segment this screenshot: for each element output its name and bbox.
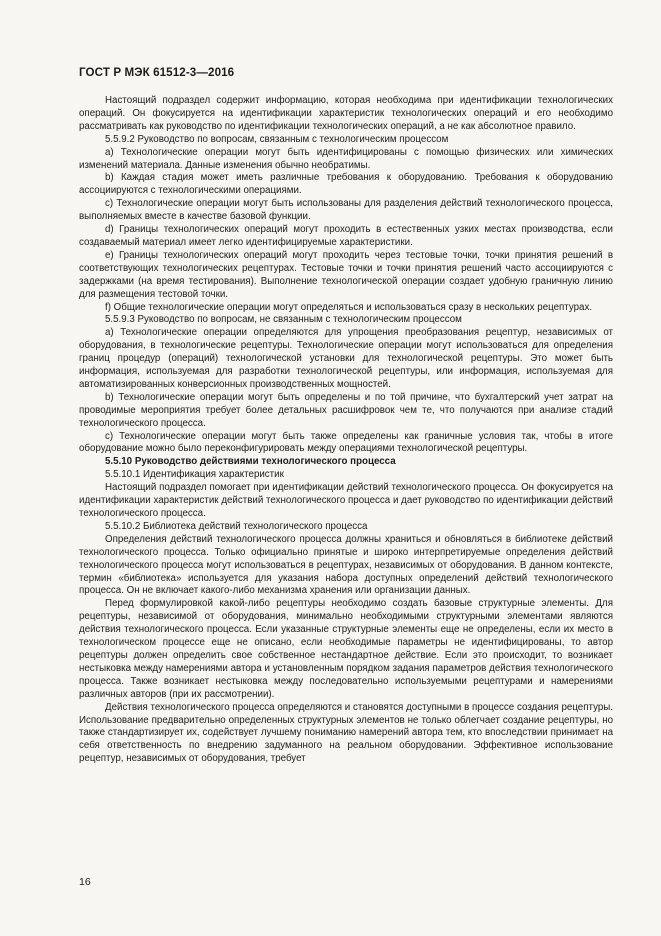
list-item: c) Технологические операции могут быть также определены как граничные условия так, чтобы в итоге оборудование можно было переконфигурировать между операциями технологической рецептуры. [79,430,613,455]
paragraph: Определения действий технологического процесса должны храниться и обновляться в библиотеке действий технологического процесса. Только официально принятые и широко интерпретируемые определения действий технологического процесса могут использоваться в рецептурах, независимых от оборудования. В данном контексте, термин «библиотека» используется для указания набора доступных определений действий технологического процесса. Он не включает какого-либо механизма хранения или организации данных. [79,533,613,597]
paragraph: Перед формулировкой какой-либо рецептуры необходимо создать базовые структурные элементы. Для рецептуры, независимой от оборудования, минимально необходимыми структурными элементами являются действия технологического процесса. Если указанные структурные элементы еще не определены, если их место в технологическом процессе еще не описано, если необходимые параметры не идентифицированы, то автор рецептуры должен определить свое собственное нестандартное действие. Если это происходит, то возникает нестыковка между намерениями автора и установленным порядком задания параметров действия технологического процесса. Также возникает нестыковка между последовательно используемыми рецептурами и намерениями различных авторов (при их рассмотрении). [79,598,613,700]
list-item: a) Технологические операции могут быть идентифицированы с помощью физических или химических изменений материала. Данные изменения обычно необратимы. [79,146,613,171]
paragraph: Действия технологического процесса определяются и становятся доступными в процессе создания рецептуры. Использование предварительно определенных структурных элементов не только облегчает создание рецептуры, но также стандартизирует их, содействует лучшему пониманию намерений автора тем, кто впоследствии принимает на себя ответственность по внедрению задуманного на реальном оборудовании. Эффективное использование рецептур, независимых от оборудования, требует [79,701,613,765]
paragraph: Настоящий подраздел помогает при идентификации действий технологического процесса. Он фокусируется на идентификации характеристик действий технологического процесса и дает руководство по идентификации действий технологического процесса. [79,482,613,519]
section-heading: 5.5.10 Руководство действиями технологического процесса [105,456,396,468]
list-item: d) Границы технологических операций могут проходить в естественных узких местах производства, если создаваемый материал имеет легко идентифицируемые характеристики. [79,224,613,248]
subsection-heading: 5.5.10.1 Идентификация характеристик [105,469,284,481]
list-item: e) Границы технологических операций могут проходить через тестовые точки, точки принятия решений в соответствующих технологических рецептурах. Тестовые точки и точки принятия решений часто ассоциируются с задержками (на время тестирования). Выполнение технологической операции создает удобную граничную линию для размещения тестовой точки. [79,249,613,300]
subsection-heading: 5.5.10.2 Библиотека действий технологического процесса [105,520,368,532]
list-item: a) Технологические операции определяются для упрощения преобразования рецептур, независимых от оборудования, в технологические рецептуры. Технологические операции могут использоваться для определения границ процедур (операций) технологической установки для технологической рецептуры. Это может быть информация, используемая для разработки технологической рецептуры, или информация, используемая для автоматизированных конверсионных производственных мощностей. [79,327,613,390]
list-item: f) Общие технологические операции могут определяться и использоваться сразу в нескольких рецептурах. [105,301,593,313]
list-item: b) Технологические операции могут быть определены и по той причине, что бухгалтерский учет затрат на проводимые мероприятия требует более детальных расшифровок чем те, что получаются при анализе стадий технологического процесса. [79,391,613,429]
page-number: 16 [79,876,91,888]
document-body [79,95,613,766]
subsection-heading: 5.5.9.3 Руководство по вопросам, не связанным с технологическим процессом [105,314,462,326]
document-header: ГОСТ Р МЭК 61512-3—2016 [79,66,235,79]
subsection-heading: 5.5.9.2 Руководство по вопросам, связанным с технологическим процессом [105,133,449,145]
list-item: c) Технологические операции могут быть использованы для разделения действий технологического процесса, выполняемых вместе в качестве базовой функции. [79,198,613,223]
paragraph: Настоящий подраздел содержит информацию, которая необходима при идентификации технологических операций. Он фокусируется на идентификации характеристик технологических операций и его необходимо рассматривать как руководство по идентификации технологических операций, а не как абсолютное правило. [79,95,613,132]
list-item: b) Каждая стадия может иметь различные требования к оборудованию. Требования к оборудованию ассоциируются с технологическими операциями. [79,172,613,197]
